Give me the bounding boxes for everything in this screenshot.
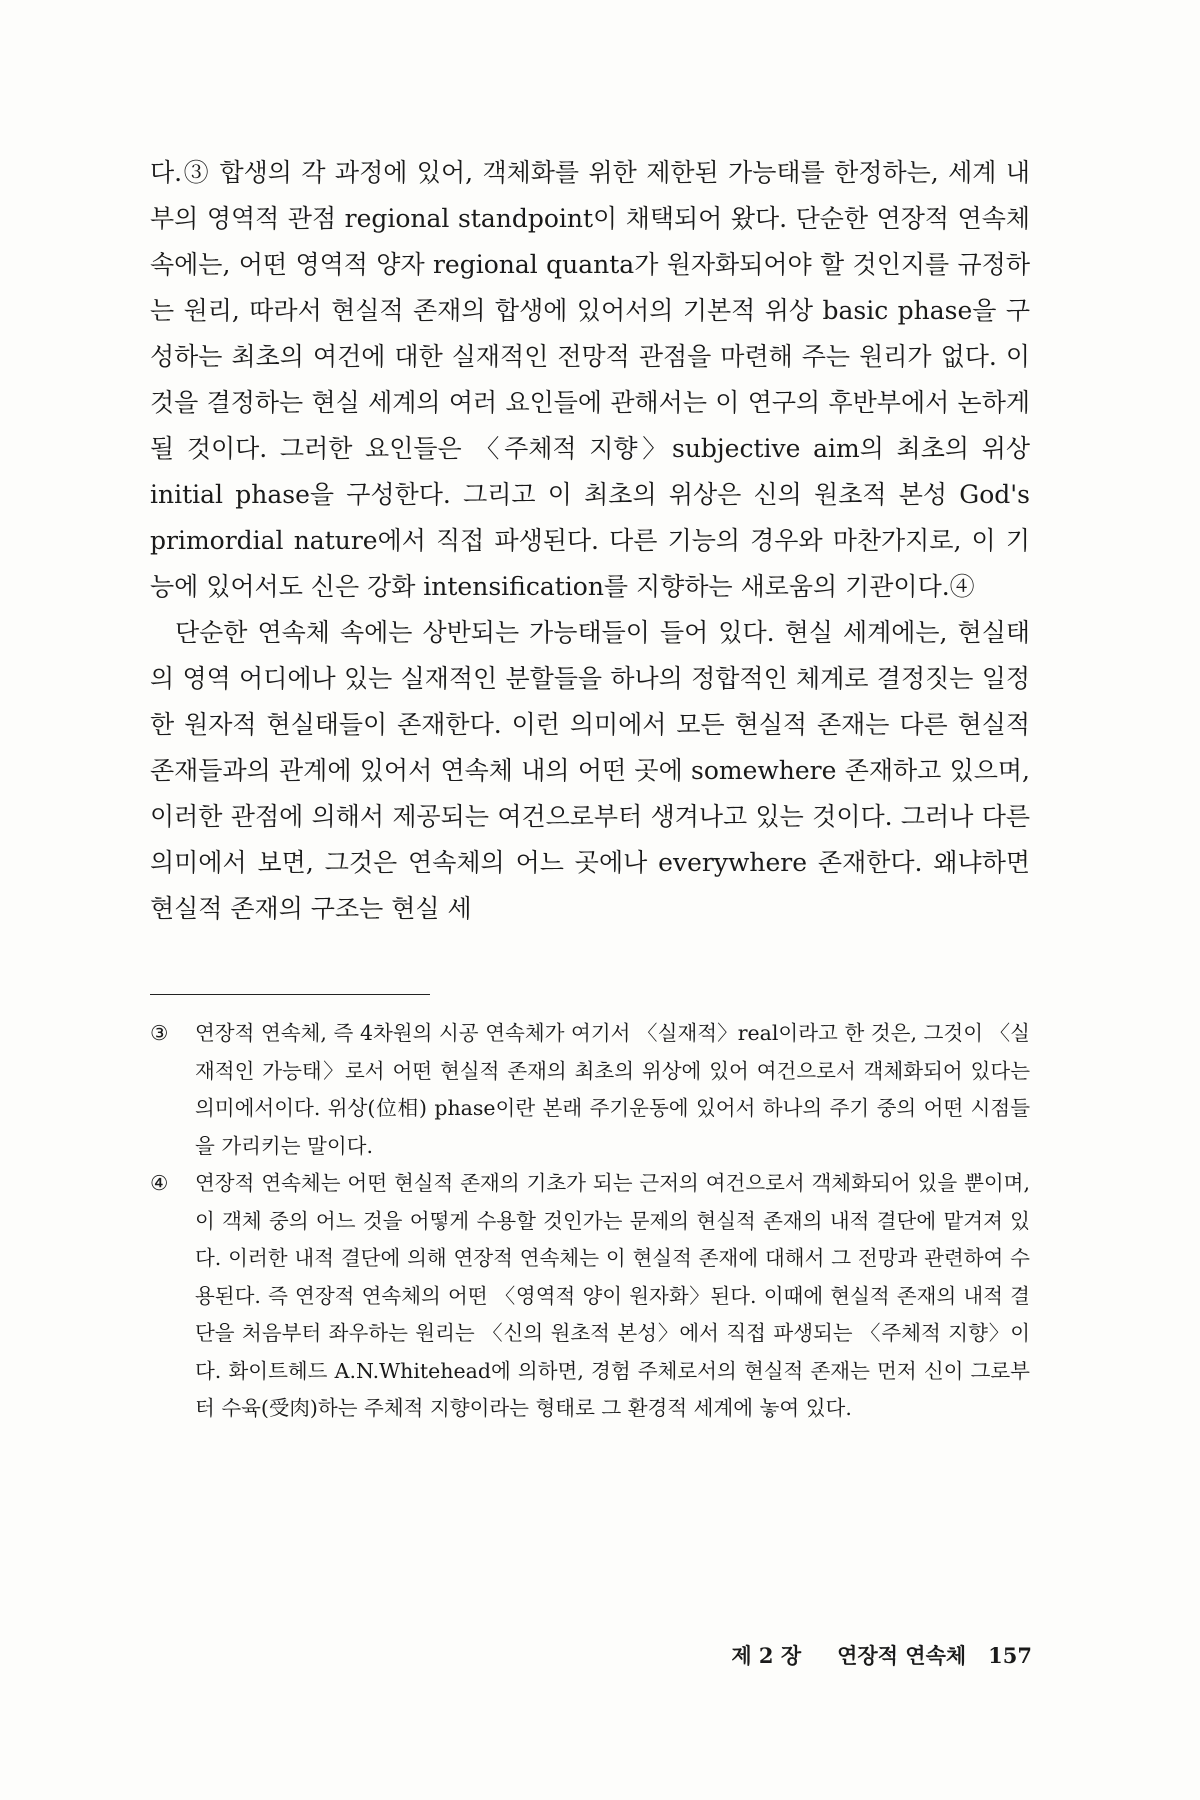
body-paragraph: 다.③ 합생의 각 과정에 있어, 객체화를 위한 제한된 가능태를 한정하는, 세계 내부의 영역적 관점 regional standpoint이 채택되어 왔다. 단순한 연장적 연속체 속에는, 어떤 영역적 양자 regional quanta가 원자화되어야 할 것인지를 규정하는 원리, 따라서 현실적 존재의 합생에 있어서의 기본적 위상 basic phase을 구성하는 최초의 여건에 대한 실재적인 전망적 관점을 마련해 주는 원리가 없다. 이것을 결정하는 현실 세계의 여러 요인들에 관해서는 이 연구의 후반부에서 논하게 될 것이다. 그러한 요인들은 〈주체적 지향〉subjective aim의 최초의 위상 initial phase을 구성한다. 그리고 이 최초의 위상은 신의 원초적 본성 God's primordial nature에서 직접 파생된다. 다른 기능의 경우와 마찬가지로, 이 기능에 있어서도 신은 강화 intensification를 지향하는 새로움의 기관이다.④ [150,158,1030,601]
page-content [150,150,1030,1428]
page-number: 157 [988,1643,1032,1668]
footnotes [150,1015,1030,1428]
chapter-title: 연장적 연속체 [837,1643,967,1668]
footnote-marker: ④ [150,1171,169,1195]
footnote-3 [150,1015,1030,1165]
running-footer [731,1640,1032,1670]
body-text [150,150,1030,932]
footnote-marker: ③ [150,1021,169,1045]
footnote-divider [150,994,430,995]
chapter-label: 제 2 장 [731,1643,802,1668]
footnote-text: 연장적 연속체는 어떤 현실적 존재의 기초가 되는 근저의 여건으로서 객체화되어 있을 뿐이며, 이 객체 중의 어느 것을 어떻게 수용할 것인가는 문제의 현실적 존재의 내적 결단에 맡겨져 있다. 이러한 내적 결단에 의해 연장적 연속체는 이 현실적 존재에 대해서 그 전망과 관련하여 수용된다. 즉 연장적 연속체의 어떤 〈영역적 양이 원자화〉된다. 이때에 현실적 존재의 내적 결단을 처음부터 좌우하는 원리는 〈신의 원초적 본성〉에서 직접 파생되는 〈주체적 지향〉이다. 화이트헤드 A.N.Whitehead에 의하면, 경험 주체로서의 현실적 존재는 먼저 신이 그로부터 수육(受肉)하는 주체적 지향이라는 형태로 그 환경적 세계에 놓여 있다. [195,1171,1030,1420]
footnote-text: 연장적 연속체, 즉 4차원의 시공 연속체가 여기서 〈실재적〉real이라고 한 것은, 그것이 〈실재적인 가능태〉로서 어떤 현실적 존재의 최초의 위상에 있어 여건으로서 객체화되어 있다는 의미에서이다. 위상(位相) phase이란 본래 주기운동에 있어서 하나의 주기 중의 어떤 시점들을 가리키는 말이다. [195,1021,1030,1158]
footnote-4 [150,1165,1030,1428]
body-paragraph: 단순한 연속체 속에는 상반되는 가능태들이 들어 있다. 현실 세계에는, 현실태의 영역 어디에나 있는 실재적인 분할들을 하나의 정합적인 체계로 결정짓는 일정한 원자적 현실태들이 존재한다. 이런 의미에서 모든 현실적 존재는 다른 현실적 존재들과의 관계에 있어서 연속체 내의 어떤 곳에 somewhere 존재하고 있으며, 이러한 관점에 의해서 제공되는 여건으로부터 생겨나고 있는 것이다. 그러나 다른 의미에서 보면, 그것은 연속체의 어느 곳에나 everywhere 존재한다. 왜냐하면 현실적 존재의 구조는 현실 세 [150,618,1030,923]
